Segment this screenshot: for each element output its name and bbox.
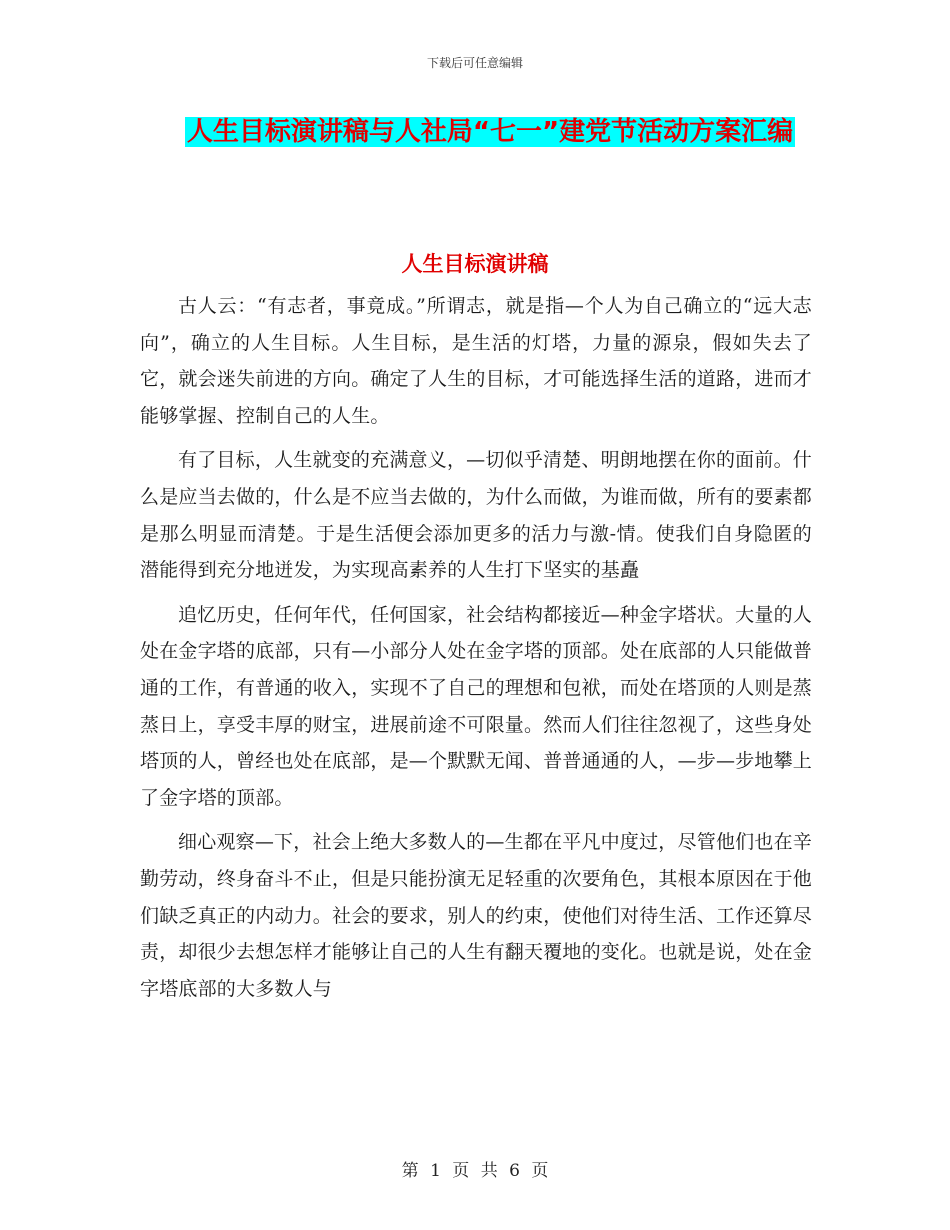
- paragraph: 古人云：“有志者，事竟成。”所谓志，就是指—个人为自己确立的“远大志向”，确立的人生目标。人生目标，是生活的灯塔，力量的源泉，假如失去了它，就会迷失前进的方向。确定了人生的目标，才可能选择生活的道路，进而才能够掌握、控制自己的人生。: [140, 295, 813, 427]
- document-title: [150, 108, 830, 156]
- paragraph: 追忆历史，任何年代，任何国家，社会结构都接近—种金字塔状。大量的人处在金字塔的底部，只有—小部分人处在金字塔的顶部。处在底部的人只能做普通的工作，有普通的收入，实现不了自己的理想和包袱，而处在塔顶的人则是蒸蒸日上，享受丰厚的财宝，进展前途不可限量。然而人们往往忽视了，这些身处塔顶的人，曾经也处在底部，是—个默默无闻、普普通通的人，—步—步地攀上了金字塔的顶部。: [140, 603, 813, 809]
- section-title: 人生目标演讲稿: [401, 252, 549, 276]
- paragraph: 有了目标，人生就变的充满意义，—切似乎清楚、明朗地摆在你的面前。什么是应当去做的，什么是不应当去做的，为什么而做，为谁而做，所有的要素都是那么明显而清楚。于是生活便会添加更多的活力与激-情。使我们自身隐匿的潜能得到充分地迸发，为实现高素养的人生打下坚实的基矗: [140, 449, 813, 582]
- document-body: [140, 288, 812, 1015]
- document-title-text: 人生目标演讲稿与人社局“七一”建党节活动方案汇编: [186, 117, 794, 147]
- header-note: 下载后可任意编辑: [426, 56, 523, 70]
- paragraph: 细心观察—下，社会上绝大多数人的—生都在平凡中度过，尽管他们也在辛勤劳动，终身奋斗不止，但是只能扮演无足轻重的次要角色，其根本原因在于他们缺乏真正的内动力。社会的要求，别人的约束，使他们对待生活、工作还算尽责，却很少去想怎样才能够让自己的人生有翻天覆地的变化。也就是说，处在金字塔底部的大多数人与: [140, 831, 813, 1000]
- page-footer: 第 1 页 共 6 页: [401, 1161, 549, 1181]
